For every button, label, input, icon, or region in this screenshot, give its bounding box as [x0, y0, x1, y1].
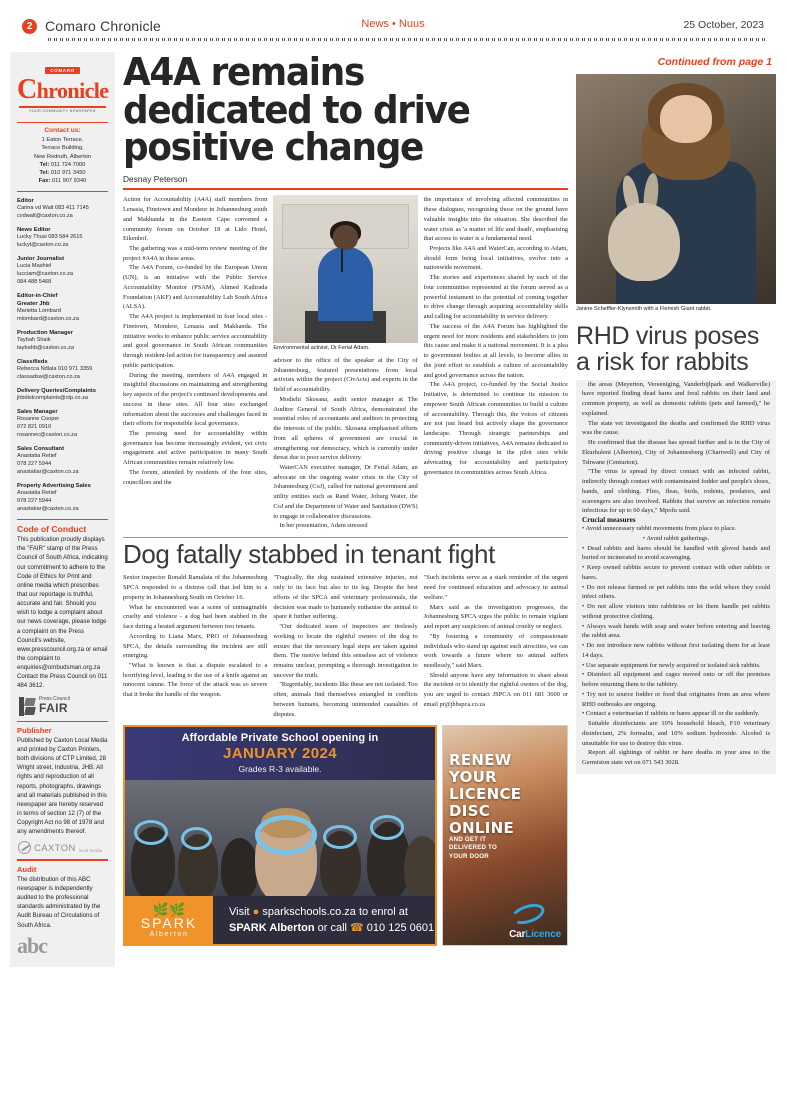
staff-role: Editor-in-Chief [17, 292, 58, 299]
measure-item: • Avoid unnecessary rabbit movements from place to place. [582, 525, 737, 533]
divider-red [17, 721, 108, 722]
staff-email: anastatiar@caxton.co.za [17, 468, 79, 475]
paragraph: WaterCAN executive manager, Dr Ferial Adam, an advocate on the ongoing water crisis in the City of Johannesburg (CoJ), called for national government and utility entities such as Rand Water, Joburg Water, the CoJ and the Department of Water and Sanitation (DWS) to engage in collaborative discussions. [273, 463, 418, 520]
paragraph: Suitable disinfectants are 10% household bleach, F10 veterinary disinfectant, 2% formalin, and 10% sodium hydroxide. Alcohol is unsuitable for use to destroy this virus. [582, 720, 770, 747]
logo-underline [19, 106, 106, 108]
phone-label: Tel: [39, 161, 50, 168]
staff-role: Property Advertising Sales [17, 482, 91, 489]
staff-detail: Rebecca Ndlala 010 971 3359 [17, 366, 93, 373]
crucial-measures-heading: Crucial measures [582, 516, 636, 525]
spark-ad-line1: Affordable Private School opening in [181, 732, 379, 745]
paragraph: The gathering was a mid-term review meeting of the project #A4A in these areas. [123, 245, 268, 262]
staff-detail: Anastatia Retief [17, 489, 57, 496]
masthead-divider [48, 38, 768, 41]
staff-email: luckyt@caxton.co.za [17, 242, 69, 248]
spark-ad-footer [125, 896, 435, 944]
spark-schools-ad[interactable] [123, 725, 437, 946]
paragraph: The A4A project is implemented in four local sites - Finetown, Mondeor, Lenasia and Makhanda. The initiative works to enhance public service accountability and good governance in South African communities through resident-led action for transparency and assured public participation. [123, 313, 268, 369]
dog-column-2 [273, 573, 417, 719]
paragraph: the importance of involving affected communities in these dialogues, recognising those on the ground have valuable insights into the situation. She described the water crisis as 'a matter of life and death', emphasising that access to water is a fundamental need. [423, 196, 568, 243]
phone-line [17, 161, 108, 169]
dog-column-1 [123, 573, 267, 719]
publisher-heading: Publisher [17, 725, 52, 735]
spark-cta-url[interactable]: sparkschools.co.za to enrol at [262, 906, 408, 919]
staff-role: Sales Manager [17, 408, 58, 415]
staff-detail: 084 488 5468 [17, 278, 52, 285]
paragraph: The forum, attended by residents of the four sites, councillors and the [123, 468, 268, 486]
staff-role: News Editor [17, 226, 51, 233]
staff-detail: 072 821 0910 [17, 424, 52, 431]
spark-ad-banner [125, 727, 435, 780]
paragraph: He confirmed that the disease has spread further and is in the City of Ekurhuleni (Alberton), City of Johannesburg (Chartwell) and City of Tshwane (Centurion). [582, 439, 770, 466]
sidebar-column [10, 52, 115, 967]
code-of-conduct-heading: Code of Conduct [17, 524, 87, 535]
staff-entry [17, 445, 108, 477]
measure-item: • Disinfect all equipment and cages moved onto or off the premises before returning them to the rabbitry. [582, 671, 770, 689]
logo-tagline: YOUR COMMUNITY NEWSPAPER [29, 108, 96, 113]
logo-initial: C [17, 74, 37, 105]
staff-entry [17, 329, 108, 353]
paragraph: In her presentation, Adam stressed [279, 522, 368, 530]
staff-role: Editor [17, 197, 34, 204]
caxton-tagline: local media [78, 848, 103, 854]
publisher-body: Published by Caxton Local Media and printed by Caxton Printers, both divisions of CTP Limited, 28 Wright street, Industria, JHB. All rights and reproduction of all reports, photographs, drawings and all materials published in this newspaper are hereby reserved in terms of section 12 (7) of the Copyright Act no 98 of 1978 and any amendments thereof. [17, 736, 108, 836]
licence-line1: RENEW [449, 751, 512, 770]
licence-line2: YOUR [449, 768, 498, 787]
licence-line3: LICENCE [449, 785, 522, 804]
measure-item: • Do not allow visitors into rabbitries or let them handle pet rabbits without protective clothing. [582, 603, 770, 620]
staff-email: taybahb@caxton.co.za [17, 345, 74, 351]
staff-detail: Lucia Mashiel [17, 263, 52, 270]
staff-email: mlombard@caxton.co.za [17, 316, 79, 323]
paragraph: What he encountered was a scene of unimaginable cruelty and violence - a dog had been stabbed in the face during a heated argument between two tenants. [123, 603, 268, 631]
staff-entry [17, 226, 108, 250]
staff-entry [17, 387, 108, 403]
paragraph: The success of the A4A Forum has highlighted the urgent need for more residents and stakeholders to join this cause and make it a national movement. It is a plea to government bodies at all levels, to become allies in the joint effort to establish a culture of accountability and good governance across the nation. [423, 322, 568, 379]
spark-cta-orcall: or call [317, 922, 347, 935]
lead-article-columns [123, 195, 568, 531]
licence-line4: DISC [449, 801, 491, 820]
address-line: New Redruth, Alberton [33, 153, 92, 160]
measure-item: • Try not to source fodder or food that originates from an area where RHD outbreaks are ongoing. [582, 690, 770, 708]
paragraph: The state vet investigated the deaths and confirmed the RHD virus was the cause. [582, 419, 770, 437]
phone-value: 010 971 3450 [50, 170, 86, 177]
spark-cta-school: SPARK Alberton [229, 922, 315, 935]
spark-logo [125, 896, 213, 944]
paragraph: "The virus is spread by direct contact with an infected rabbit, indirectly through contact with contaminated fodder and people's shoes, hands, and clothing. Flies, fleas, birds, rodents, predators, and scavengers are also involved. Rabbits that survive an infection remain infectious for up to 60 days," Mpofu said. [582, 468, 770, 515]
measure-item: • Do not release farmed or pet rabbits into the wild where they could infect others. [582, 583, 770, 601]
location-pin-icon: ● [252, 906, 260, 919]
dog-article-columns [123, 573, 568, 719]
fair-label: FAIR [39, 701, 68, 716]
issue-date: 25 October, 2023 [683, 19, 764, 31]
article-photo-speaker [273, 195, 417, 343]
contact-heading: Contact us: [44, 126, 81, 134]
chronicle-logo [17, 57, 108, 117]
licence-ad-headline [449, 752, 521, 836]
press-council-fair-logo [19, 697, 108, 716]
advertisement-strip [123, 725, 568, 946]
spark-ad-line2: JANUARY 2024 [222, 745, 338, 763]
paragraph: Action for Accountability (A4A) staff members from Lenasia, Finetown and Mondeor in Johannesburg south and Makhanda in the Eastern Cape convened a community forum on October 18 at Lido Hotel, Eikenhof. [123, 196, 268, 243]
paragraph: The pressing need for accountability within governance has become increasingly evident, yet civic engagement and active participation in many South African communities remain relatively low. [123, 429, 268, 467]
paragraph: During the meeting, members of A4A engaged in insightful discussions on maintaining and strengthening key aspects of the project's continued developments and success in these sites. All four sites exchanged information about the successes and challenges faced in their efforts for responsible local governance. [123, 371, 268, 428]
paragraph: The A4A project, co-funded by the Social Justice Initiative, is determined to continue its mission to empower South African communities to build a culture of accountability. Through this, the voices of citizens are not just heard but actively shape the governance landscape. Through strategic partnerships and community-driven initiatives, A4A remains dedicated to driving positive change in the pilot sites while advocating for accountability and participatory governance in communities across South Africa. [423, 381, 568, 476]
brand-licence: Licence [525, 929, 561, 941]
licence-small2: DELIVERED TO [449, 844, 498, 852]
licence-small1: AND GET IT [449, 836, 487, 844]
staff-detail: Carina vd Walt 083 411 7145 [17, 205, 89, 212]
audit-heading: Audit [17, 864, 37, 874]
photo-caption: Environmental activist, Dr Ferial Adam. [273, 345, 370, 352]
rhd-headline: RHD virus poses a risk for rabbits [576, 321, 760, 377]
paragraph: Senior inspector Ronald Ramalata of the Johannesburg SPCA responded to a distress call that led him to a property in Johannesburg South on October 16. [123, 574, 268, 601]
staff-role: Delivery Queries/Complaints [17, 387, 96, 394]
paragraph: The stories and experiences shared by each of the four communities represented at the forum served as a powerful testament to the potential of coming together to drive change through acquiring accountability skills and calling for accountability in service delivery. [423, 274, 568, 321]
paragraph: Marx said as the investigation progresses, the Johannesburg SPCA urges the public to remain vigilant and report any suspicions of animal cruelty or neglect. [423, 603, 568, 631]
staff-entry [17, 482, 108, 514]
section-divider [123, 537, 568, 538]
spark-logo-name: SPARK [140, 914, 198, 931]
spark-ad-cta[interactable] [213, 896, 435, 944]
spark-ad-classroom-photo [125, 780, 435, 896]
car-licence-ad[interactable] [442, 725, 568, 946]
divider-red [17, 519, 108, 520]
byline-divider [123, 188, 568, 190]
lead-headline: A4A remains dedicated to drive positive change [123, 50, 470, 171]
measure-item: • Always wash hands with soap and water before entering and leaving the rabbit area. [582, 622, 770, 640]
staff-detail: 078 227 5944 [17, 460, 52, 467]
staff-detail: Lucky Thusi 083 584 2615 [17, 234, 83, 241]
right-column [576, 52, 776, 967]
staff-entry [17, 408, 108, 440]
staff-region: Greater Jhb [17, 300, 50, 307]
rabbit-photo-caption: Janine Scheffler-Klynsmith with a Flemish Giant rabbit. [576, 306, 712, 312]
fax-line [17, 177, 108, 185]
staff-email: rosannec@caxton.co.za [17, 431, 78, 438]
staff-entry [17, 197, 108, 221]
paragraph: Projects like A4A and WaterCan, according to Adam, should form being local initiatives, evolve into a nationwide movement. [423, 245, 568, 272]
audit-body: The distribution of this ABC newspaper is independently audited to the professional standards administrated by the Audit Bureau of Circulations of South Africa. [17, 875, 101, 929]
masthead [10, 18, 776, 48]
staff-detail: 078 227 5944 [17, 497, 52, 504]
paragraph: Should anyone have any information to share about the incident or to identify the rightful owners of the dog, you are urged to contact JSPCA on 011 681 3600 or email pr@jhbspca.co.za [423, 671, 568, 708]
paragraph: "Such incidents serve as a stark reminder of the urgent need for continued education and advocacy in animal welfare." [423, 574, 568, 601]
caxton-logo [18, 841, 108, 854]
caxton-name: CAXTON [34, 843, 76, 855]
main-column [115, 52, 576, 967]
brand-car: Car [509, 929, 526, 941]
spark-cta-visit: Visit [229, 906, 250, 919]
lead-column-1 [123, 195, 267, 531]
lead-column-3 [424, 195, 568, 531]
paragraph: "Tragically, the dog sustained extensive injuries, not only to its face but also to its leg. Despite the best efforts of the SPCA and veterinary professionals, the decision was made to humanely euthanise the animal to spare it further suffering. [273, 574, 418, 621]
logo-wordmark [17, 74, 109, 105]
paragraph: "Regrettably, incidents like these are not isolated. Too often, animals find themselves entangled in conflicts between humans, becoming unintended casualties of disputes. [273, 681, 418, 718]
measure-item: • Contact a veterinarian if rabbits or hares appear ill or die suddenly. [582, 710, 760, 718]
divider-red [17, 859, 108, 860]
measure-item: • Keep owned rabbits secure to prevent contact with other rabbits or hares. [582, 564, 770, 581]
spark-ad-line3: Grades R-3 available. [238, 764, 322, 775]
rabbit-photo [576, 74, 776, 304]
wreath-icon: 🌿🌿 [152, 901, 186, 917]
staff-entry [17, 358, 108, 382]
logo-kicker: COMARO [45, 67, 80, 74]
press-council-label: Press Council [39, 696, 70, 703]
paragraph: "By fostering a community of compassionate individuals who stand up against such atrocities, we can work towards a future where no animal suffers needlessly," said Marx. [423, 632, 568, 670]
staff-email: cvdwalt@caxton.co.za [17, 213, 73, 220]
staff-email: lucciam@caxton.co.za [17, 270, 74, 277]
staff-role: Production Manager [17, 329, 74, 336]
paragraph: "Our dedicated team of inspectors are tirelessly working to locate the rightful owners of the dog to ensure that the necessary legal steps are taken against them. The motive behind this senseless act of violence remains unclear, prompting a thorough investigation to uncover the truth. [273, 623, 418, 679]
logo-rest: hronicle [36, 78, 109, 103]
code-of-conduct-body: This publication proudly displays the "FAIR" stamp of the Press Council of South Africa, indicating our commitment to adhere to the Code of Ethics for Print and online media which prescribes that our reportage is truthful, accurate and fair. Should you wish to lodge a complaint about our news coverage, please lodge a complaint on the Press Council's website, www.presscouncil.org.za or email the complaint to enquiries@ombudsman.org.za Contact the Press Council on 011 484 3612. [17, 536, 108, 690]
measure-item: • Use separate equipment for newly acquired or isolated sick rabbits. [582, 661, 761, 669]
staff-role: Junior Journalist [17, 255, 65, 262]
staff-role: Sales Consultant [17, 445, 65, 452]
staff-detail: Rosanne Cooper [17, 416, 60, 423]
paragraph: According to Liana Marx, PRO of Johannesburg SPCA, the details surrounding the incident are still emerging. [123, 632, 268, 660]
dog-column-3 [424, 573, 568, 719]
divider-red [17, 191, 108, 192]
fax-label: Fax: [38, 178, 51, 185]
staff-email: classadsw@caxton.co.za [17, 373, 80, 380]
paragraph: The A4A Forum, co-funded by the European Union (UN), is an initiative with the Public Service Accountability Monitor (PSAM), Ahmed Kathrada Foundation (AKF) and Accountability Lab South Africa (ALSA). [123, 264, 268, 311]
staff-email: jhbdistcomplaints@ctp.co.za [17, 395, 88, 402]
phone-label: Tel: [39, 170, 50, 177]
paragraph: advisor to the office of the speaker at the City of Johannesburg, featured presentations from local activists within the project (CivActs) and experts in the field of accountability. [273, 356, 418, 394]
address-line: Terrace Building, [41, 145, 84, 152]
staff-entry [17, 255, 108, 287]
paragraph: "What is known is that a dispute escalated to a horrifying level, leading to the use of a knife against an innocent canine. The force of the attack was so severe that it broke the handle of the weapon. [123, 662, 268, 699]
lead-byline: Desnay Peterson [123, 174, 188, 185]
section-label: News • Nuus [361, 18, 425, 30]
paragraph: Modiehi Skosana, audit senior manager at The Auditor General of South Africa, demonstrated the essential roles of accountants and auditors in protecting the interests of the public. Skosana emphasised efforts from all spheres of government are crucial in strengthening our democracy, which is currently under threat due to poor service delivery. [273, 395, 418, 462]
staff-entry [17, 292, 108, 324]
spark-cta-phone[interactable]: 010 125 0601 [366, 922, 435, 935]
phone-line [17, 169, 108, 177]
fair-stamp-icon [19, 697, 36, 716]
staff-detail: Marietta Lombard [17, 308, 61, 315]
phone-icon: ☎ [350, 922, 364, 935]
measure-item: • Do not introduce new rabbits without first isolating them for at least 14 days. [582, 642, 770, 659]
staff-detail: Taybah Shaik [17, 337, 51, 344]
divider-red [17, 122, 108, 123]
measure-item: • Avoid rabbit gatherings. [642, 534, 710, 542]
lead-column-2 [273, 195, 417, 531]
colophon-panel [10, 52, 115, 967]
carlicence-brand [509, 929, 561, 940]
licence-small3: YOUR DOOR [449, 852, 489, 860]
continued-from-label: Continued from page 1 [657, 56, 772, 68]
licence-line5: ONLINE [449, 818, 515, 837]
publication-name: Comaro Chronicle [45, 18, 162, 34]
dog-article-headline: Dog fatally stabbed in tenant fight [123, 539, 495, 570]
phone-value: 011 724 7000 [50, 161, 86, 168]
caxton-glyph-icon [18, 841, 31, 854]
spark-logo-branch: Alberton [149, 930, 189, 938]
staff-email: anastatiar@caxton.co.za [17, 505, 79, 512]
page-number-badge: 2 [22, 19, 37, 34]
staff-detail: Anastatia Retief [17, 453, 57, 459]
staff-role: Classifieds [17, 358, 48, 365]
paragraph: Report all sightings of rabbit or hare deaths in your area to the Germiston state vet on 071 543 3028. [582, 749, 770, 767]
measure-item: • Dead rabbits and hares should be handled with gloved hands and buried or incinerated to avoid scavenging. [582, 544, 770, 562]
fax-value: 011 907 9340 [51, 178, 87, 185]
rhd-article-body [576, 380, 776, 774]
page-body [10, 52, 776, 967]
abc-logo: abc [17, 932, 47, 958]
paragraph: the areas (Meyerton, Vereeniging, Vanderbijlpark and Walkerville) have reported finding dead hares and feral rabbits on their land and common property, as well as domestic rabbits (pets and farmed)," he explained. [582, 380, 770, 417]
licence-ad-subtext [449, 836, 497, 860]
address-line: 1 Eaton Terrace, [41, 136, 84, 143]
